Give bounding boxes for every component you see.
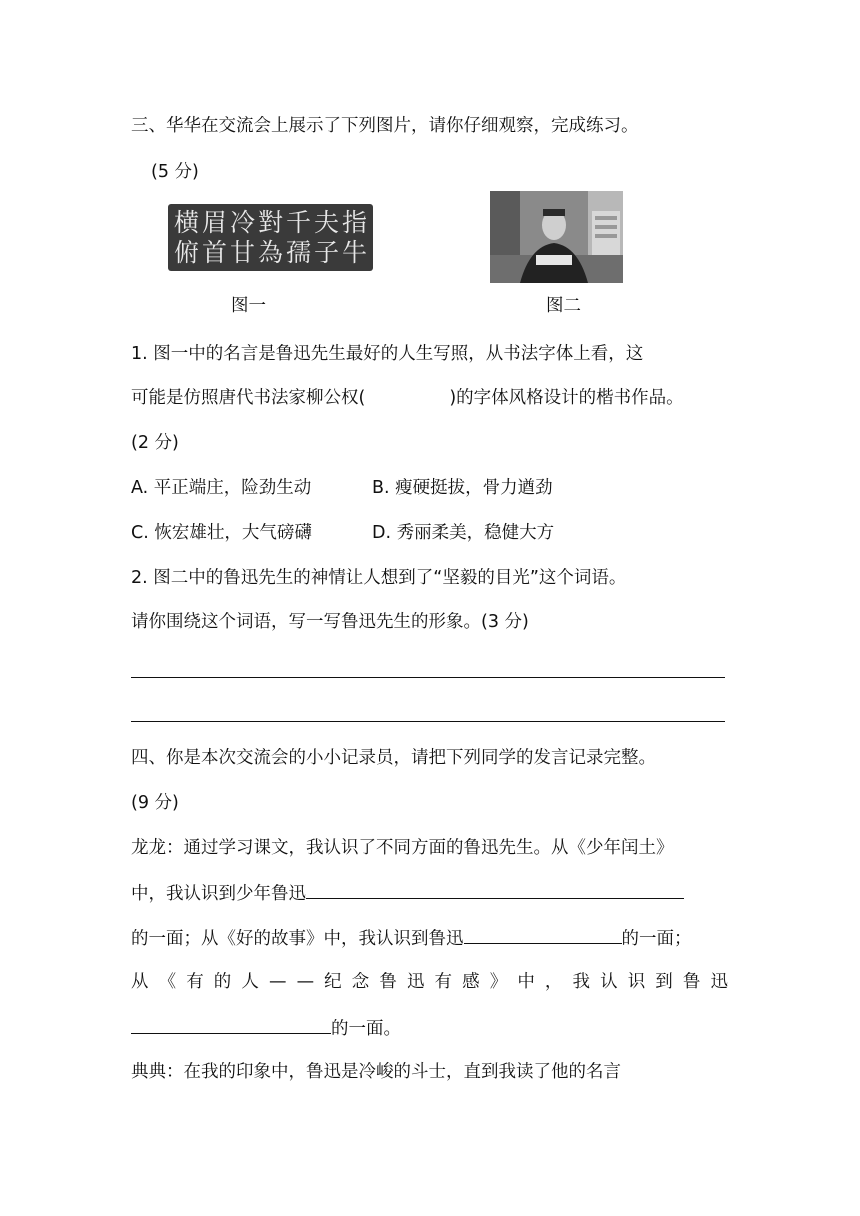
q1-option-b[interactable]: B. 瘦硬挺拔，骨力遒劲	[372, 478, 553, 498]
section-3-score: (5 分)	[151, 162, 199, 182]
line4-char: 鲁	[682, 972, 701, 992]
q2-answer-line-1[interactable]	[131, 677, 725, 678]
line4-char: 有	[434, 972, 453, 992]
longlong-line-1: 龙龙：通过学习课文，我认识了不同方面的鲁迅先生。从《少年闰土》	[131, 838, 674, 858]
longlong-line-3-text-b: 的一面；	[621, 929, 692, 949]
blank-hao-de-gushi[interactable]	[464, 925, 622, 944]
calligraphy-row-2: 俯首甘為孺子牛	[174, 238, 371, 267]
diandian-line-1: 典典：在我的印象中，鲁迅是冷峻的斗士，直到我读了他的名言	[131, 1062, 621, 1082]
longlong-line-2	[131, 880, 684, 906]
line4-char: 》	[489, 972, 508, 992]
q1-option-c[interactable]: C. 恢宏雄壮，大气磅礴	[131, 523, 312, 543]
line4-char: 从	[131, 972, 149, 992]
longlong-line-2-text: 中，我认识到少年鲁迅	[131, 884, 306, 904]
q1-text-after-blank: )的字体风格设计的楷书作品。	[449, 388, 684, 408]
line4-char: 中	[517, 972, 535, 992]
q1-option-d[interactable]: D. 秀丽柔美，稳健大方	[372, 523, 555, 543]
q1-score: (2 分)	[131, 433, 179, 453]
q1-line-2	[131, 386, 684, 410]
blank-shaonian-luxun[interactable]	[306, 880, 684, 899]
line4-char: 迅	[710, 972, 728, 992]
section-4-score: (9 分)	[131, 793, 179, 813]
line4-char: 感	[462, 972, 480, 992]
line4-char: 的	[213, 972, 232, 992]
line4-char: 鲁	[379, 972, 397, 992]
blank-youderen[interactable]	[131, 1015, 331, 1034]
q1-line-1: 1. 图一中的名言是鲁迅先生最好的人生写照，从书法字体上看，这	[131, 344, 644, 364]
figure-2-caption: 图二	[546, 296, 581, 316]
q1-option-a[interactable]: A. 平正端庄，险劲生动	[131, 478, 312, 498]
section-4-heading: 四、你是本次交流会的小小记录员，请把下列同学的发言记录完整。	[131, 748, 656, 768]
line4-char: 到	[655, 972, 673, 992]
longlong-line-5	[131, 1015, 401, 1041]
line4-char: 人	[241, 972, 259, 992]
calligraphy-rubbing-image	[168, 204, 373, 271]
longlong-line-4	[131, 970, 728, 994]
line4-char: 念	[351, 972, 370, 992]
section-3-heading: 三、华华在交流会上展示了下列图片，请你仔细观察，完成练习。	[131, 116, 639, 136]
q2-answer-line-2[interactable]	[131, 721, 725, 722]
longlong-line-5-text: 的一面。	[331, 1019, 401, 1039]
figure-1-caption: 图一	[231, 296, 266, 316]
longlong-line-3-text-a: 的一面；从《好的故事》中，我认识到鲁迅	[131, 929, 464, 949]
line4-char: 有	[186, 972, 204, 992]
line4-char: 迅	[406, 972, 425, 992]
line4-char: 我	[572, 972, 590, 992]
q1-text-before-blank: 可能是仿照唐代书法家柳公权(	[131, 388, 366, 408]
q2-line-2: 请你围绕这个词语，写一写鲁迅先生的形象。(3 分)	[131, 612, 529, 632]
line4-char: 纪	[324, 972, 342, 992]
calligraphy-row-1: 横眉冷對千夫指	[174, 208, 371, 237]
line4-char: 认	[600, 972, 618, 992]
line4-char: 《	[158, 972, 177, 992]
line4-char: —	[268, 972, 287, 992]
longlong-line-3	[131, 925, 692, 951]
line4-char: —	[296, 972, 315, 992]
q2-line-1: 2. 图二中的鲁迅先生的神情让人想到了“坚毅的目光”这个词语。	[131, 568, 627, 588]
line4-char: 识	[627, 972, 646, 992]
line4-char: ，	[544, 972, 563, 992]
lu-xun-photo	[490, 191, 623, 283]
